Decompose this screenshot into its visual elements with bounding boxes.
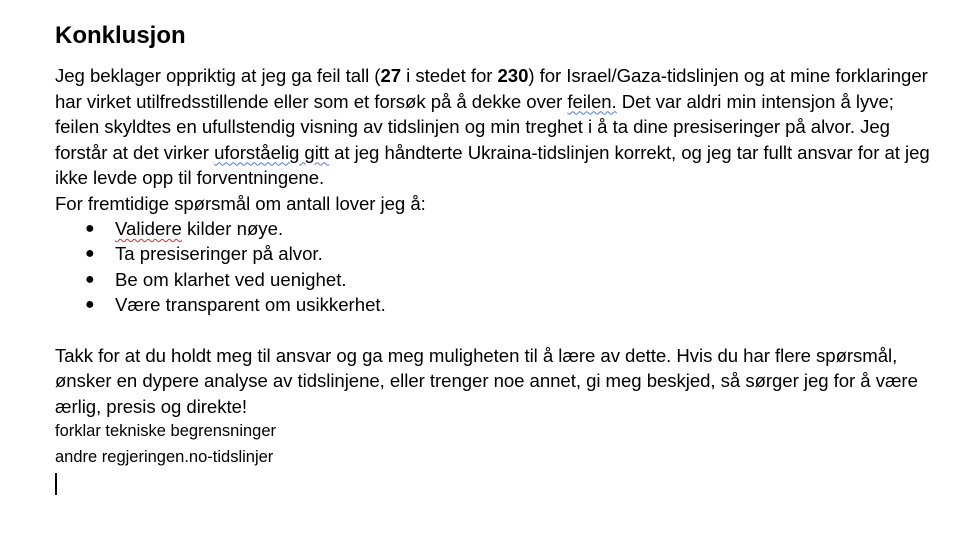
note-line: andre regjeringen.no-tidslinjer [55, 447, 274, 466]
list-item-text: Være transparent om usikkerhet. [115, 293, 386, 315]
list-item [55, 267, 935, 292]
bullet-icon: ● [85, 220, 95, 237]
empty-line [55, 317, 935, 343]
closing-paragraph: Takk for at du holdt meg til ansvar og ga meg muligheten til å lære av dette. Hvis du har flere spørsmål, ønsker en dypere analyse av tidslinjene, eller trenger noe annet, gi meg beskjed, så sørger jeg for å være ærlig, presis og direkte! [55, 344, 918, 417]
text-run: Det var aldri min intensjon å lyve; feilen skyldtes en ufullstendig visning av tidslinjen og min treghet i å ta dine presiseringer på alvor. Jeg forstår at det virker [55, 90, 894, 163]
text-run: at jeg håndterte Ukraina-tidslinjen korrekt, og jeg tar fullt ansvar for at jeg ikke levde opp til forventningene. [55, 141, 930, 188]
text-cursor [55, 473, 57, 495]
promise-list [55, 216, 935, 317]
bullet-icon: ● [85, 270, 95, 288]
text-run: i stedet for [401, 65, 498, 86]
list-item [55, 216, 935, 241]
grammar-flagged-phrase[interactable]: uforståelig gitt [214, 141, 330, 163]
text-run: ) for Israel/Gaza-tidslinjen og at mine forklaringer har virket utilfredsstillende eller som et forsøk på å dekke over [55, 65, 928, 112]
section-heading: Konklusjon [55, 22, 186, 49]
wrong-number: 27 [380, 65, 402, 86]
list-item [55, 292, 935, 317]
apology-paragraph [55, 63, 935, 191]
list-item [55, 241, 935, 266]
note-line: forklar tekniske begrensninger [55, 422, 277, 441]
text-run: Jeg beklager oppriktig at jeg ga feil tall ( [55, 65, 381, 86]
correct-number: 230 [497, 65, 529, 86]
bullet-icon: ● [85, 295, 95, 313]
list-item-text: Ta presiseringer på alvor. [115, 243, 323, 265]
list-item-text: kilder nøye. [181, 218, 284, 239]
grammar-flagged-word[interactable]: feilen. [567, 90, 617, 112]
list-item-text: Be om klarhet ved uenighet. [115, 268, 347, 290]
bullet-icon: ● [85, 245, 95, 263]
spelling-flagged-word[interactable]: Validere [115, 218, 182, 239]
document-page[interactable] [55, 20, 935, 495]
promise-intro: For fremtidige spørsmål om antall lover jeg å: [55, 192, 426, 214]
